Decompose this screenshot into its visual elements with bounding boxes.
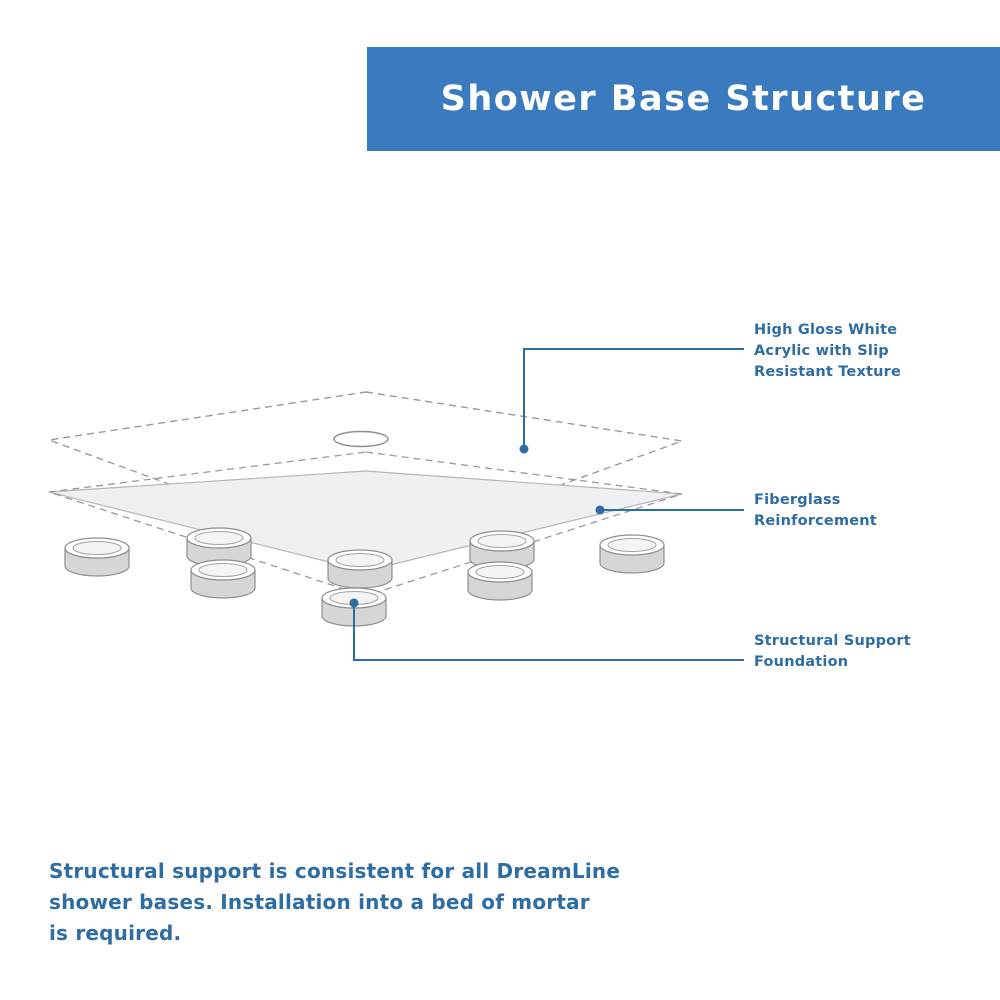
- leader-line-acrylic: [524, 349, 744, 449]
- callout-line: Fiberglass: [754, 492, 841, 508]
- support-ring: [468, 562, 532, 600]
- footer-note-line: shower bases. Installation into a bed of mortar: [49, 890, 590, 914]
- drain-opening-icon: [334, 432, 388, 447]
- footer-note-line: is required.: [49, 921, 182, 945]
- support-ring: [65, 538, 129, 576]
- support-ring: [328, 550, 392, 588]
- callout-label-support: [754, 631, 984, 673]
- callout-line: Acrylic with Slip: [754, 343, 889, 360]
- leader-dot-support: [350, 599, 359, 608]
- callout-line: High Gloss White: [754, 322, 898, 338]
- footer-note-line: Structural support is consistent for all DreamLine: [49, 859, 621, 883]
- support-ring: [600, 535, 664, 573]
- callout-line: Foundation: [754, 654, 849, 671]
- leader-dot-fiberglass: [596, 506, 605, 515]
- callout-line: Reinforcement: [754, 513, 877, 530]
- callout-line: Structural Support: [754, 633, 911, 649]
- support-ring: [191, 560, 255, 598]
- callout-line: Resistant Texture: [754, 364, 902, 381]
- page-title: Shower Base Structure: [440, 79, 927, 119]
- callout-label-acrylic: [754, 320, 984, 383]
- leader-dot-acrylic: [520, 445, 529, 454]
- leader-line-support: [354, 603, 744, 660]
- callout-label-fiberglass: [754, 490, 984, 532]
- footer-note: [49, 856, 689, 949]
